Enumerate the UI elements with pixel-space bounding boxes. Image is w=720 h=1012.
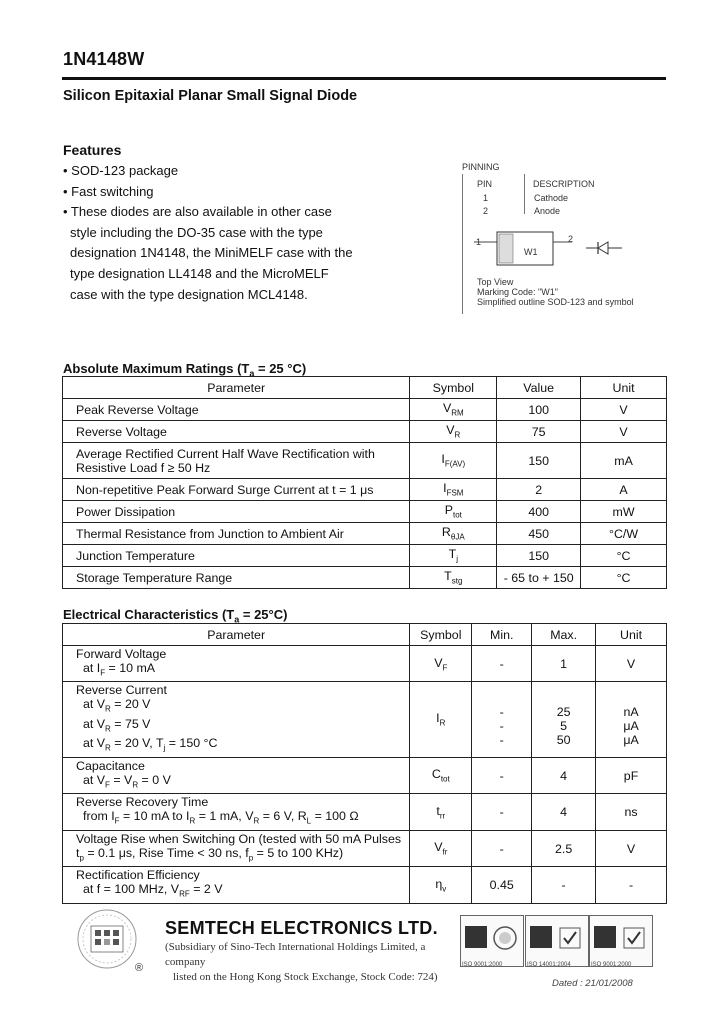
- table-row: [63, 830, 667, 866]
- cert-badge-1: [460, 915, 524, 967]
- pin-description: Anode: [534, 206, 561, 216]
- table-header-row: [63, 377, 667, 399]
- feature-item: • Fast switching: [63, 183, 154, 199]
- pinning-block: [462, 160, 682, 320]
- table-row: [63, 421, 667, 443]
- value-cell: 400: [497, 501, 581, 523]
- symbol-cell: $t_{rr}$: [410, 794, 472, 830]
- min-cell: -: [472, 830, 532, 866]
- sod123-diagram: [462, 224, 662, 274]
- diagram-pin2-label: 2: [568, 234, 574, 244]
- pinning-top-view: Top View: [477, 277, 514, 287]
- pin-number: 1: [483, 193, 489, 203]
- diagram-marking: W1: [524, 247, 538, 257]
- registered-mark: ®: [135, 962, 144, 974]
- param-cell: Rectification Efficiency at f = 100 MHz, $V_{RF} = 2$ V: [63, 867, 410, 903]
- pinning-col-desc: DESCRIPTION: [533, 179, 595, 189]
- cert-caption-3: ISO 9001:2000: [591, 962, 632, 968]
- feature-continuation: case with the type designation MCL4148.: [70, 286, 308, 302]
- title-rule: [62, 77, 666, 80]
- moody-logo-icon: [530, 926, 552, 948]
- feature-continuation: type designation LL4148 and the MicroMELF: [70, 265, 329, 281]
- semtech-logo-icon: [76, 908, 138, 970]
- column-header: Parameter: [63, 377, 410, 399]
- column-header: Min.: [472, 624, 532, 646]
- pin-number: 2: [483, 206, 489, 216]
- table-row: [63, 545, 667, 567]
- param-cell: Capacitance at $V_F = V_R = 0$ V: [63, 757, 410, 793]
- symbol-cell: $C_{tot}$: [410, 757, 472, 793]
- table-header-row: [63, 624, 667, 646]
- unit-cell: -: [596, 867, 667, 903]
- max-cell: -: [532, 867, 596, 903]
- unit-cell: V: [596, 830, 667, 866]
- param-cell: Reverse Recovery Time from $I_F = 10$ mA to $I_R = 1$ mA, $V_R = 6$ V, $R_L = 100$ Ω: [63, 794, 410, 830]
- table-row: [63, 443, 667, 479]
- column-header: Symbol: [410, 377, 497, 399]
- unit-cell: V: [581, 421, 667, 443]
- unit-cell: V: [596, 646, 667, 682]
- unit-cell: V: [581, 399, 667, 421]
- column-header: Value: [497, 377, 581, 399]
- symbol-cell: $\eta_v$: [410, 867, 472, 903]
- column-header: Unit: [596, 624, 667, 646]
- table-row: [63, 682, 667, 757]
- param-cell: Peak Reverse Voltage: [63, 399, 410, 421]
- param-cell: Reverse Voltage: [63, 421, 410, 443]
- table-row: [63, 646, 667, 682]
- zert-seal-icon: [490, 926, 520, 950]
- max-cell: 1: [532, 646, 596, 682]
- max-cell: 2.5: [532, 830, 596, 866]
- min-cell: -: [472, 646, 532, 682]
- pinning-marking-code: Marking Code: "W1": [477, 287, 558, 297]
- cert-caption-2: ISO 14001:2004: [527, 962, 571, 968]
- pin-description: Cathode: [534, 193, 569, 203]
- page-title: 1N4148W: [63, 49, 145, 69]
- min-cell: - - -: [472, 682, 532, 757]
- param-cell: Non-repetitive Peak Forward Surge Current at t = 1 μs: [63, 479, 410, 501]
- symbol-cell: $R_{\theta JA}$: [410, 523, 497, 545]
- value-cell: 75: [497, 421, 581, 443]
- cert-caption-1: ISO 9001:2000: [462, 962, 503, 968]
- page-subtitle: Silicon Epitaxial Planar Small Signal Diode: [63, 88, 358, 104]
- min-cell: 0.45: [472, 867, 532, 903]
- symbol-cell: $I_{FSM}$: [410, 479, 497, 501]
- ukas-check-icon: [558, 926, 582, 950]
- feature-item: • These diodes are also available in other case: [63, 204, 332, 220]
- dated-stamp: Dated : 21/01/2008: [552, 978, 633, 989]
- table-row: [63, 867, 667, 903]
- unit-cell: ns: [596, 794, 667, 830]
- table-row: [63, 757, 667, 793]
- symbol-cell: $V_R$: [410, 421, 497, 443]
- symbol-cell: $V_F$: [410, 646, 472, 682]
- min-cell: -: [472, 794, 532, 830]
- param-cell: Power Dissipation: [63, 501, 410, 523]
- param-cell: Thermal Resistance from Junction to Ambient Air: [63, 523, 410, 545]
- features-heading: Features: [63, 142, 122, 158]
- param-cell: Storage Temperature Range: [63, 567, 410, 589]
- column-header: Unit: [581, 377, 667, 399]
- column-header: Parameter: [63, 624, 410, 646]
- table-row: [63, 479, 667, 501]
- unit-cell: °C: [581, 545, 667, 567]
- pinning-outline-note: Simplified outline SOD-123 and symbol: [477, 297, 634, 307]
- param-cell: Junction Temperature: [63, 545, 410, 567]
- abs-max-heading: Absolute Maximum Ratings ($T_a = 25$ °C): [63, 361, 307, 379]
- value-cell: 150: [497, 443, 581, 479]
- symbol-cell: $V_{fr}$: [410, 830, 472, 866]
- symbol-cell: $V_{RM}$: [410, 399, 497, 421]
- company-name: SEMTECH ELECTRONICS LTD.: [165, 918, 438, 938]
- features-list: [63, 161, 363, 305]
- elec-table: [62, 623, 667, 904]
- unit-cell: A: [581, 479, 667, 501]
- column-header: Max.: [532, 624, 596, 646]
- table-row: [63, 501, 667, 523]
- ukas-check-icon: [622, 926, 646, 950]
- param-cell: Average Rectified Current Half Wave Rectification with Resistive Load f ≥ 50 Hz: [63, 443, 410, 479]
- value-cell: 100: [497, 399, 581, 421]
- cert-badge-2: [525, 915, 589, 967]
- diagram-pin1-label: 1: [476, 237, 482, 247]
- unit-cell: nA μA μA: [596, 682, 667, 757]
- value-cell: 450: [497, 523, 581, 545]
- symbol-cell: $T_{stg}$: [410, 567, 497, 589]
- pinning-title: PINNING: [462, 162, 500, 172]
- table-row: [63, 794, 667, 830]
- param-cell: Reverse Current at $V_R = 20$ V at $V_R = 75$ V at $V_R = 20$ V, $T_j = 150$ °C: [63, 682, 410, 757]
- value-cell: - 65 to + 150: [497, 567, 581, 589]
- unit-cell: pF: [596, 757, 667, 793]
- value-cell: 150: [497, 545, 581, 567]
- feature-item: • SOD-123 package: [63, 163, 179, 178]
- abs-max-table: [62, 376, 667, 589]
- max-cell: 4: [532, 794, 596, 830]
- table-row: [63, 523, 667, 545]
- column-header: Symbol: [410, 624, 472, 646]
- company-subsidiary-note: (Subsidiary of Sino-Tech International Holdings Limited, a company listed on the Hong Kong Stock Exchange, Stock Code: 724): [165, 941, 438, 983]
- value-cell: 2: [497, 479, 581, 501]
- unit-cell: °C: [581, 567, 667, 589]
- pinning-col-pin: PIN: [477, 179, 493, 189]
- max-cell: 4: [532, 757, 596, 793]
- feature-continuation: style including the DO-35 case with the type: [70, 224, 323, 240]
- unit-cell: mW: [581, 501, 667, 523]
- max-cell: 25 5 50: [532, 682, 596, 757]
- elec-heading: Electrical Characteristics $(T_a = 25^\circ C)$: [63, 607, 288, 625]
- table-row: [63, 399, 667, 421]
- unit-cell: °C/W: [581, 523, 667, 545]
- symbol-cell: $I_{F(AV)}$: [410, 443, 497, 479]
- feature-continuation: designation 1N4148, the MiniMELF case with the: [70, 245, 353, 261]
- param-cell: Forward Voltage at $I_F = 10$ mA: [63, 646, 410, 682]
- param-cell: Voltage Rise when Switching On (tested with 50 mA Pulses $t_p = 0.1$ μs, Rise Time < 30 ns, $f_p = 5$ to 100 KHz): [63, 830, 410, 866]
- min-cell: -: [472, 757, 532, 793]
- symbol-cell: $I_R$: [410, 682, 472, 757]
- moody-logo-icon: [465, 926, 487, 948]
- table-row: [63, 567, 667, 589]
- cert-badge-3: [589, 915, 653, 967]
- symbol-cell: $T_j$: [410, 545, 497, 567]
- moody-logo-icon: [594, 926, 616, 948]
- symbol-cell: $P_{tot}$: [410, 501, 497, 523]
- unit-cell: mA: [581, 443, 667, 479]
